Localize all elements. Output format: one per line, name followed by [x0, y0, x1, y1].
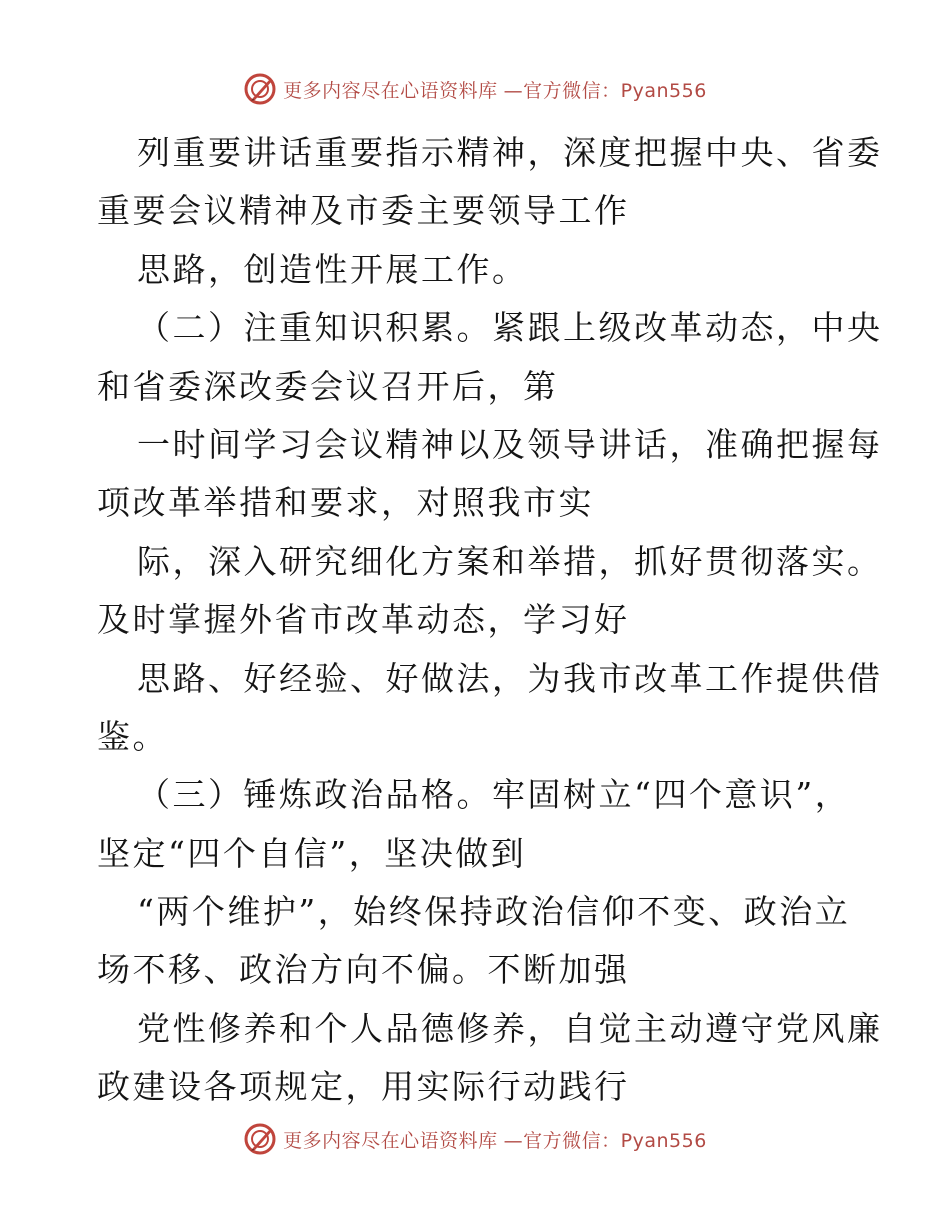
text-line: 一时间学习会议精神以及领导讲话，准确把握每	[137, 424, 883, 464]
text-line: （二）注重知识积累。紧跟上级改革动态，中央	[137, 308, 883, 348]
text-line: 思路、好经验、好做法，为我市改革工作提供借	[137, 658, 883, 698]
text-line: 重要会议精神及市委主要领导工作	[97, 191, 630, 231]
text-line: 及时掌握外省市改革动态，学习好	[97, 600, 630, 640]
text-line: 际，深入研究细化方案和举措，抓好贯彻落实。	[137, 541, 883, 581]
text-line: 场不移、政治方向不偏。不断加强	[97, 950, 630, 990]
watermark-contact: —官方微信：Pyan556	[503, 1129, 707, 1152]
text-line: 坚定“四个自信”，坚决做到	[97, 833, 527, 873]
watermark-label: 更多内容尽在心语资料库	[283, 1129, 498, 1152]
pen-logo-icon	[243, 1122, 277, 1156]
text-line: （三）锤炼政治品格。牢固树立“四个意识”，	[137, 775, 851, 815]
text-line: 政建设各项规定，用实际行动践行	[97, 1067, 630, 1107]
text-line: “两个维护”，始终保持政治信仰不变、政治立	[137, 892, 851, 932]
document-body	[97, 124, 883, 1117]
text-line: 党性修养和个人品德修养，自觉主动遵守党风廉	[137, 1008, 883, 1048]
watermark-footer	[0, 1122, 950, 1156]
text-line: 列重要讲话重要指示精神，深度把握中央、省委	[137, 133, 883, 172]
pen-logo-icon	[243, 72, 277, 106]
text-line: 和省委深改委会议召开后，第	[97, 366, 559, 406]
watermark-label: 更多内容尽在心语资料库	[283, 79, 498, 102]
watermark-header	[0, 72, 950, 106]
text-line: 项改革举措和要求，对照我市实	[97, 483, 594, 523]
text-line: 思路，创造性开展工作。	[137, 249, 528, 289]
text-line: 鉴。	[97, 716, 168, 756]
watermark-contact: —官方微信：Pyan556	[503, 79, 707, 102]
